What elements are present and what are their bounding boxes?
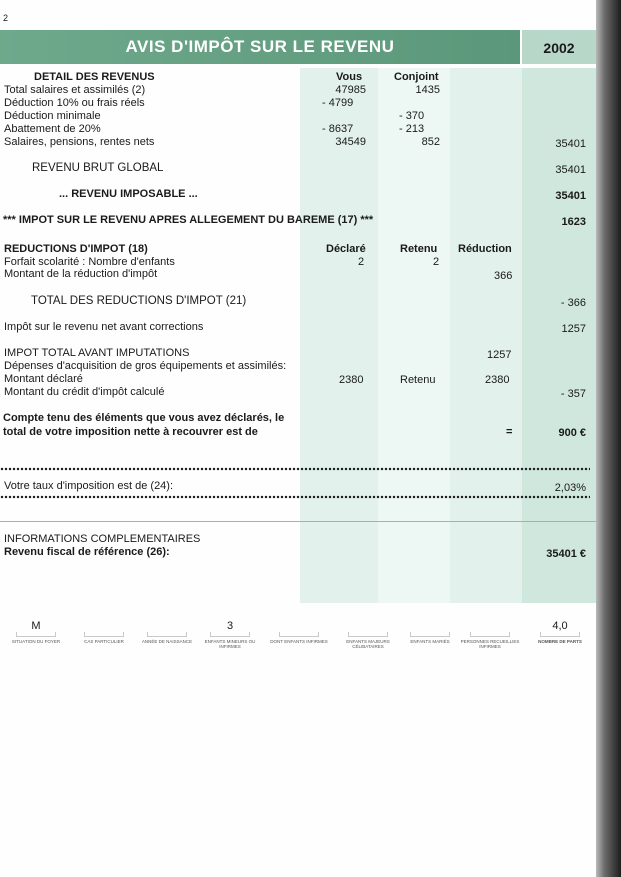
footer-enfants-majeurs: ENFANTS MAJEURS CÉLIBATAIRES — [338, 620, 398, 649]
taux-value: 2,03% — [554, 482, 586, 494]
revenu-imposable-label: ... REVENU IMPOSABLE ... — [59, 188, 198, 200]
row-conjoint: - 213 — [399, 123, 425, 135]
divider — [0, 521, 596, 522]
col-conjoint-header: Conjoint — [394, 71, 439, 83]
impot-bareme-total: 1623 — [561, 216, 586, 228]
row-conjoint: 852 — [421, 136, 440, 148]
conclusion-line1: Compte tenu des éléments que vous avez déclarés, le — [3, 412, 285, 424]
footer-cas-particulier: CAS PARTICULIER — [74, 620, 134, 644]
page-number: 2 — [3, 13, 9, 23]
montant-reduction-label: Montant de la réduction d'impôt — [4, 268, 158, 280]
row-conjoint: 1435 — [415, 84, 440, 96]
montant-declare-label: Montant déclaré — [4, 373, 83, 385]
column-band-reduction — [450, 68, 522, 603]
impot-net-total: 1257 — [561, 323, 586, 335]
depenses-label: Dépenses d'acquisition de gros équipements et assimilés: — [4, 360, 287, 372]
dotted-separator — [0, 495, 590, 499]
taux-label: Votre taux d'imposition est de (24): — [4, 480, 174, 492]
total-reductions-label: TOTAL DES REDUCTIONS D'IMPOT (21) — [31, 295, 247, 307]
row-label: Abattement de 20% — [4, 123, 101, 135]
revenu-brut-total: 35401 — [555, 164, 586, 176]
col-retenu-header: Retenu — [400, 243, 438, 255]
row-vous: - 8637 — [322, 123, 354, 135]
infos-heading: INFORMATIONS COMPLEMENTAIRES — [4, 533, 201, 545]
row-vous: - 4799 — [322, 97, 354, 109]
footer-personnes-recueillies: PERSONNES RECUEILLIES INFIRMES — [460, 620, 520, 649]
montant-retenu: 2380 — [485, 374, 510, 386]
row-label: Salaires, pensions, rentes nets — [4, 136, 155, 148]
row-total: 35401 — [555, 138, 586, 150]
row-conjoint: - 370 — [399, 110, 425, 122]
column-band-vous — [300, 68, 378, 603]
footer-enfants-maries: ENFANTS MARIÉS — [400, 620, 460, 644]
col-vous-header: Vous — [336, 71, 363, 83]
row-label: Déduction minimale — [4, 110, 101, 122]
revenu-brut-label: REVENU BRUT GLOBAL — [32, 162, 164, 174]
reductions-heading: REDUCTIONS D'IMPOT (18) — [4, 243, 148, 255]
imposition-nette-total: 900 € — [558, 427, 586, 439]
col-declare-header: Déclaré — [326, 243, 366, 255]
tax-year: 2002 — [522, 30, 596, 64]
conclusion-line2: total de votre imposition nette à recouvrer est de — [3, 426, 258, 438]
impot-bareme-label: *** IMPOT SUR LE REVENU APRES ALLEGEMENT DU BAREME (17) *** — [3, 214, 374, 226]
forfait-declare: 2 — [358, 256, 365, 268]
row-vous: 34549 — [335, 136, 366, 148]
equals-sign: = — [506, 426, 513, 438]
revenu-fiscal-label: Revenu fiscal de référence (26): — [4, 546, 170, 558]
page-binding-shadow — [596, 0, 621, 877]
montant-declare: 2380 — [339, 374, 364, 386]
forfait-retenu: 2 — [433, 256, 440, 268]
retenu-word: Retenu — [400, 374, 436, 386]
footer-annee-naissance: ANNÉE DE NAISSANCE — [137, 620, 197, 644]
footer-enfants-mineurs: 3 ENFANTS MINEURS OU INFIRMES — [204, 620, 256, 649]
revenu-imposable-total: 35401 — [555, 190, 586, 202]
impot-total-label: IMPOT TOTAL AVANT IMPUTATIONS — [4, 347, 190, 359]
footer-nombre-parts: 4,0 NOMBRE DE PARTS — [538, 620, 582, 644]
montant-reduction: 366 — [494, 270, 513, 282]
credit-impot-total: - 357 — [560, 388, 586, 400]
impot-total-value: 1257 — [487, 349, 512, 361]
footer-enfants-infirmes: DONT ENFANTS INFIRMES — [269, 620, 329, 644]
detail-heading: DETAIL DES REVENUS — [34, 71, 155, 83]
column-band-conjoint — [378, 68, 450, 603]
impot-net-label: Impôt sur le revenu net avant corrections — [4, 321, 204, 333]
revenu-fiscal-value: 35401 € — [546, 548, 586, 560]
col-reduction-header: Réduction — [458, 243, 512, 255]
dotted-separator — [0, 467, 590, 471]
row-label: Déduction 10% ou frais réels — [4, 97, 145, 109]
forfait-scolarite-label: Forfait scolarité : Nombre d'enfants — [4, 256, 175, 268]
row-vous: 47985 — [335, 84, 366, 96]
page-title: AVIS D'IMPÔT SUR LE REVENU — [0, 30, 520, 64]
total-reductions-total: - 366 — [560, 297, 586, 309]
credit-impot-label: Montant du crédit d'impôt calculé — [4, 386, 165, 398]
row-label: Total salaires et assimilés (2) — [4, 84, 146, 96]
footer-situation-foyer: M SITUATION DU FOYER — [11, 620, 61, 644]
